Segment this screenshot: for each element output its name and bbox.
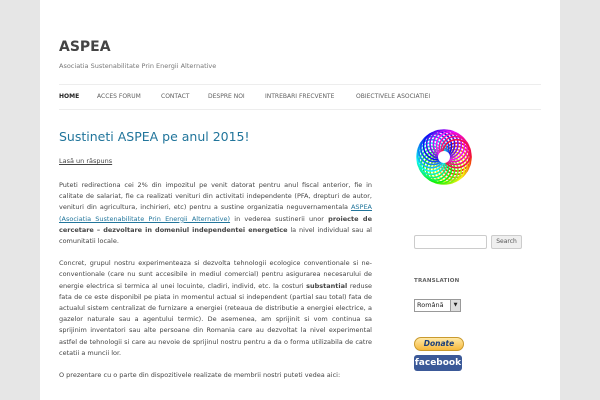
nav-item-contact[interactable]: CONTACT xyxy=(161,93,190,100)
reply-link[interactable]: Lasă un răspuns xyxy=(59,157,113,165)
nav-item-despre-noi[interactable]: DESPRE NOI xyxy=(208,93,245,100)
search-button[interactable]: Search xyxy=(491,235,522,249)
nav-item-obiectivele-asociatiei[interactable]: OBIECTIVELE ASOCIATIEI xyxy=(356,93,431,100)
nav-item-intrebari-frecvente[interactable]: INTREBARI FRECVENTE xyxy=(265,93,335,100)
language-select[interactable] xyxy=(414,299,461,312)
post-paragraph-3: O prezentare cu o parte din dispozitivele realizate de membrii nostri puteti vedea aici: xyxy=(59,371,341,380)
aspea-logo-icon xyxy=(414,127,474,187)
search-input[interactable] xyxy=(414,235,487,249)
post-content xyxy=(59,180,372,392)
main-navigation xyxy=(59,84,541,110)
translation-widget-title: TRANSLATION xyxy=(414,278,460,284)
site-description: Asociatia Sustenabilitate Prin Energii Alternative xyxy=(59,62,217,70)
chevron-down-icon: ▼ xyxy=(450,300,460,311)
post-title[interactable]: Sustineti ASPEA pe anul 2015! xyxy=(59,129,250,144)
donate-button[interactable]: Donate xyxy=(414,337,464,351)
page-container xyxy=(40,0,560,400)
site-title[interactable]: ASPEA xyxy=(59,39,111,55)
language-selected-value: Română xyxy=(417,301,444,309)
post-paragraph-2: Concret, grupul nostru experimenteaza si dezvolta tehnologii ecologice conventionale si ne-conventionale (care nu sunt accesibile in mediul comercial) pentru asigurarea necesarului de energie electrica si termica al unei locuinte, cladiri, individ, etc. la costuri substantial reduse fata de ce este disponibil pe piata in momentul actual si independent (partial sau total) fata de actualul sistem centralizat de furnizare a energiei (reteaua de distributie a energiei electrice, a gazelor naturale sau a agentului termic). De asemenea, am sprijinit si vom continua sa sprijinim inventatori sau alte persoane din Romania care au dezvoltat la nivel experimental astfel de tehnologii si care au nevoie de sprijinul nostru pentru a da o forma utilizabila de catre cetatii a muncii lor. xyxy=(59,259,372,357)
aspea-link[interactable]: ASPEA (Asociatia Sustenabilitate Prin Energii Alternative) xyxy=(59,203,372,223)
nav-item-acces-forum[interactable]: ACCES FORUM xyxy=(97,93,141,100)
post-paragraph-1: Puteti redirectiona cei 2% din impozitul pe venit datorat pentru anul fiscal anterior, fie in calitate de salariat, fie ca realizati venituri din activitati independente (PFA, drepturi de autor, venituri din agricultura, inchirieri, etc) pentru a sustine organizatia neguvernamentala ASPEA (Asociatia Sustenabilitate Prin Energii Alternative) in vederea sustinerii unor proiecte de cercetare – dezvoltare in domeniul independentei energetice la nivel individual sau al comunitatii locale. xyxy=(59,181,372,246)
nav-item-home[interactable]: HOME xyxy=(59,93,80,100)
facebook-button[interactable]: facebook xyxy=(414,355,462,371)
